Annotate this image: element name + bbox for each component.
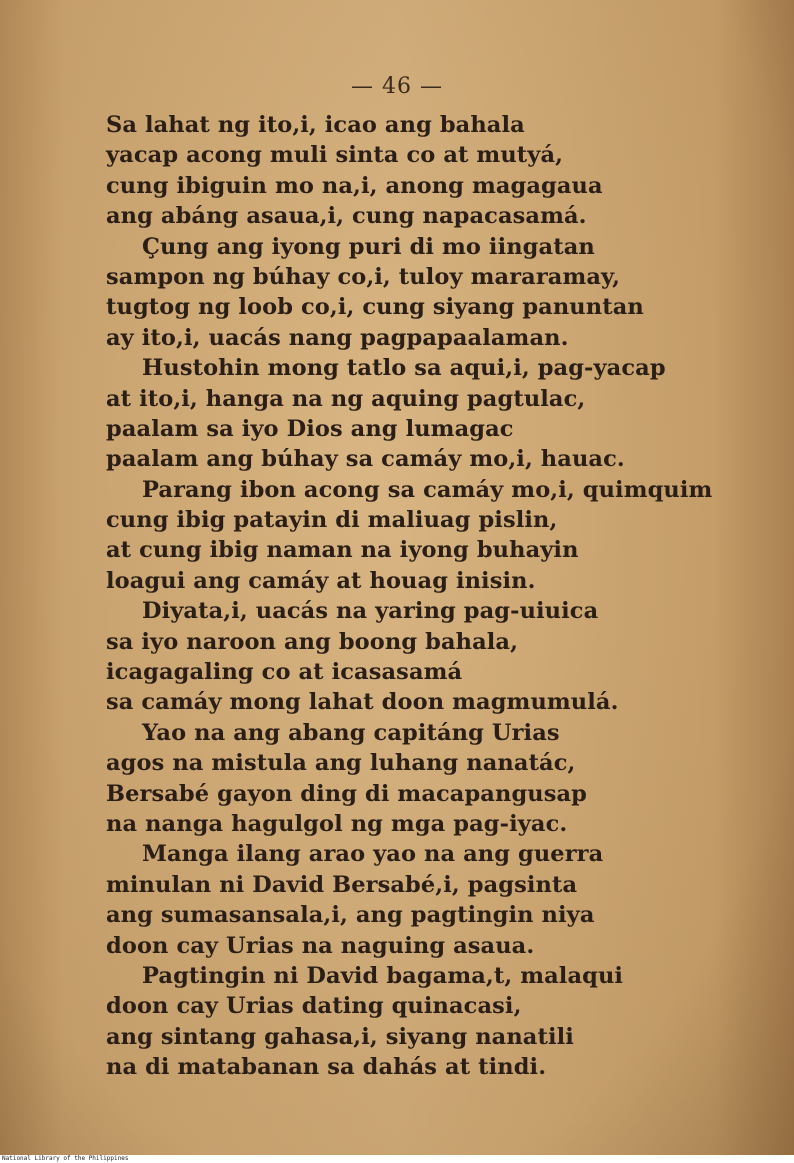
- stanza: [106, 110, 776, 232]
- poem-line: sa iyo naroon ang boong bahala,: [106, 628, 519, 655]
- poem-line: tugtog ng loob co,i, cung siyang panuntan: [106, 294, 644, 321]
- poem-line: na di matabanan sa dahás at tindi.: [106, 1054, 547, 1081]
- poem-line: paalam ang búhay sa camáy mo,i, hauac.: [106, 446, 625, 473]
- poem-line: na nanga hagulgol ng mga pag-iyac.: [106, 810, 568, 837]
- poem-line: cung ibiguin mo na,i, anong magagaua: [106, 172, 603, 199]
- poem-line: Parang ibon acong sa camáy mo,i, quimquim: [142, 476, 713, 503]
- poem-line: doon cay Urias na naguing asaua.: [106, 932, 535, 959]
- poem-line: sampon ng búhay co,i, tuloy mararamay,: [106, 263, 621, 290]
- poem-line: Diyata,i, uacás na yaring pag-uiuica: [142, 598, 599, 625]
- page-number: — 46 —: [351, 74, 443, 99]
- poem-line: Sa lahat ng ito,i, icao ang bahala: [106, 112, 525, 138]
- poem-line: minulan ni David Bersabé,i, pagsinta: [106, 871, 578, 898]
- poem-line: Çung ang iyong puri di mo iingatan: [142, 233, 595, 260]
- poem-line: yacap acong muli sinta co at mutyá,: [106, 142, 564, 169]
- stanza: [106, 232, 776, 354]
- poem-line: cung ibig patayin di maliuag pislin,: [106, 507, 558, 534]
- poem-line: Pagtingin ni David bagama,t, malaqui: [142, 962, 624, 989]
- poem-line: ang abáng asaua,i, cung napacasamá.: [106, 203, 587, 230]
- poem-line: ang sintang gahasa,i, siyang nanatili: [106, 1023, 574, 1050]
- poem-line: icagagaling co at icasasamá: [106, 659, 463, 686]
- poem-line: paalam sa iyo Dios ang lumagac: [106, 415, 514, 442]
- stanza: [106, 596, 776, 718]
- poem-line: ay ito,i, uacás nang pagpapaalaman.: [106, 324, 569, 351]
- poem-line: Yao na ang abang capitáng Urias: [142, 719, 560, 746]
- poem-line: at cung ibig naman na iyong buhayin: [106, 537, 579, 564]
- poem-line: loagui ang camáy at houag inisin.: [106, 567, 536, 594]
- poem-line: sa camáy mong lahat doon magmumulá.: [106, 689, 619, 716]
- stanza: [106, 961, 776, 1083]
- poem-line: agos na mistula ang luhang nanatác,: [106, 750, 576, 777]
- footer-credit: National Library of the Philippines: [0, 1155, 794, 1163]
- stanza: [106, 353, 776, 475]
- poem-line: Bersabé gayon ding di macapangusap: [106, 780, 588, 807]
- poem-line: at ito,i, hanga na ng aquing pagtulac,: [106, 385, 586, 412]
- stanza: [106, 718, 776, 840]
- poem-line: doon cay Urias dating quinacasi,: [106, 993, 522, 1020]
- stanza: [106, 475, 776, 597]
- poem-line: ang sumasansala,i, ang pagtingin niya: [106, 902, 595, 929]
- poem-line: Manga ilang arao yao na ang guerra: [142, 841, 604, 868]
- poem-text: [106, 110, 776, 1083]
- poem-line: Hustohin mong tatlo sa aqui,i, pag-yacap: [142, 355, 666, 382]
- stanza: [106, 839, 776, 961]
